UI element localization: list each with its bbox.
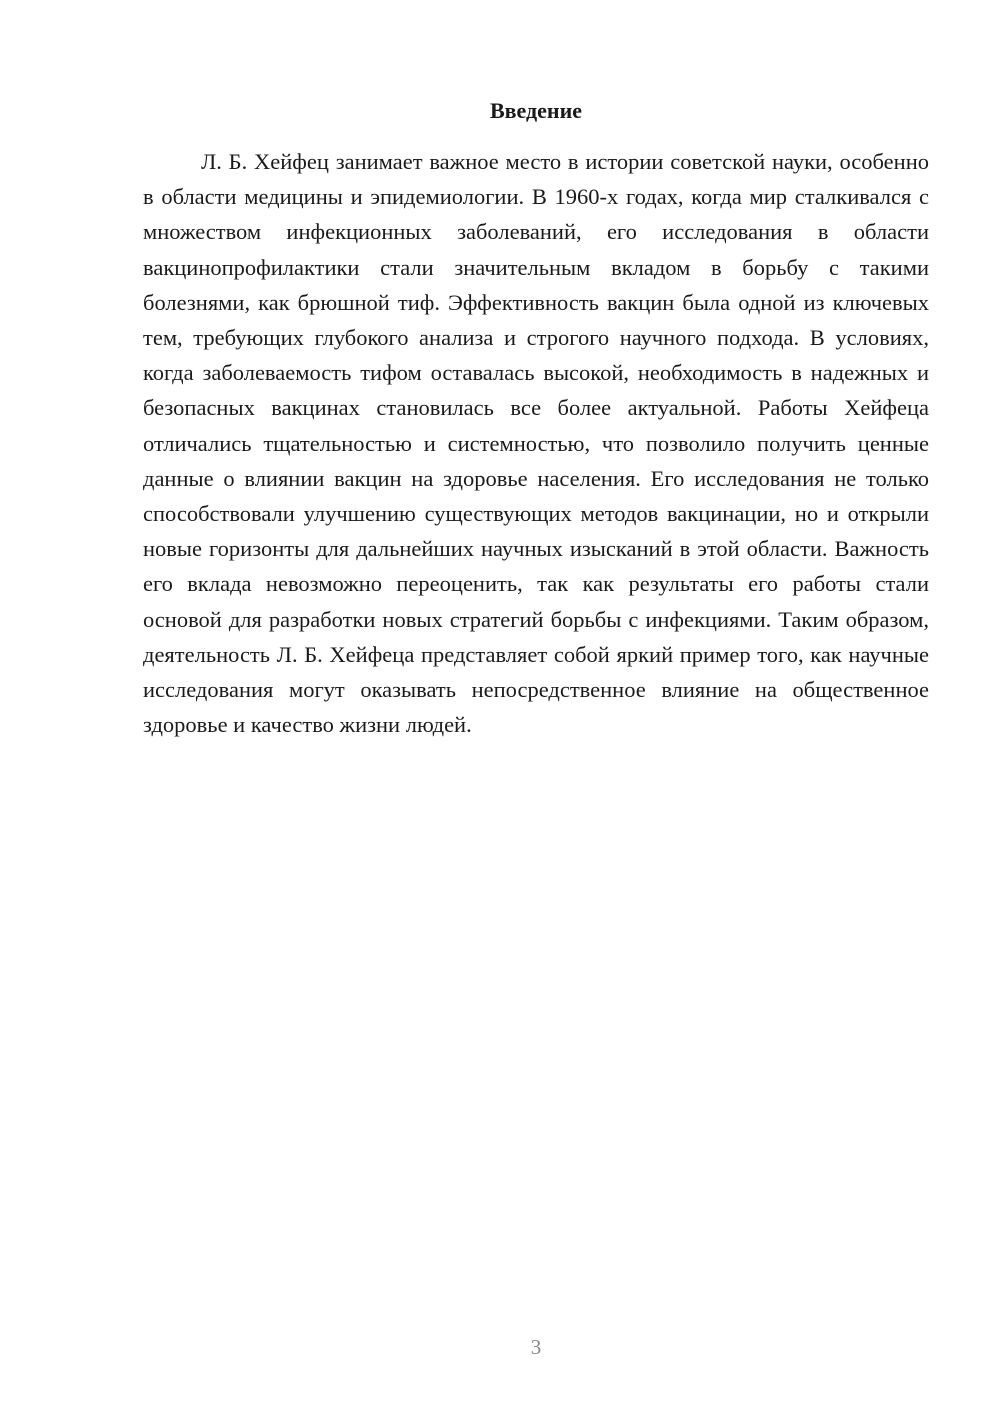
section-heading: Введение (489, 98, 583, 123)
body-paragraph: Л. Б. Хейфец занимает важное место в истории советской науки, особенно в области медицины и эпидемиологии. В 1960-х годах, когда мир сталкивался с множеством инфекционных заболеваний, его исследования в области вакцинопрофилактики стали значительным вкладом в борьбу с такими болезнями, как брюшной тиф. Эффективность вакцин была одной из ключевых тем, требующих глубокого анализа и строгого научного подхода. В условиях, когда заболеваемость тифом оставалась высокой, необходимость в надежных и безопасных вакцинах становилась все более актуальной. Работы Хейфеца отличались тщательностью и системностью, что позволило получить ценные данные о влиянии вакцин на здоровье населения. Его исследования не только способствовали улучшению существующих методов вакцинации, но и открыли новые горизонты для дальнейших научных изысканий в этой области. Важность его вклада невозможно переоценить, так как результаты его работы стали основой для разработки новых стратегий борьбы с инфекциями. Таким образом, деятельность Л. Б. Хейфеца представляет собой яркий пример того, как научные исследования могут оказывать непосредственное влияние на общественное здоровье и качество жизни людей. (143, 149, 929, 738)
page-number: 3 (530, 1335, 542, 1359)
